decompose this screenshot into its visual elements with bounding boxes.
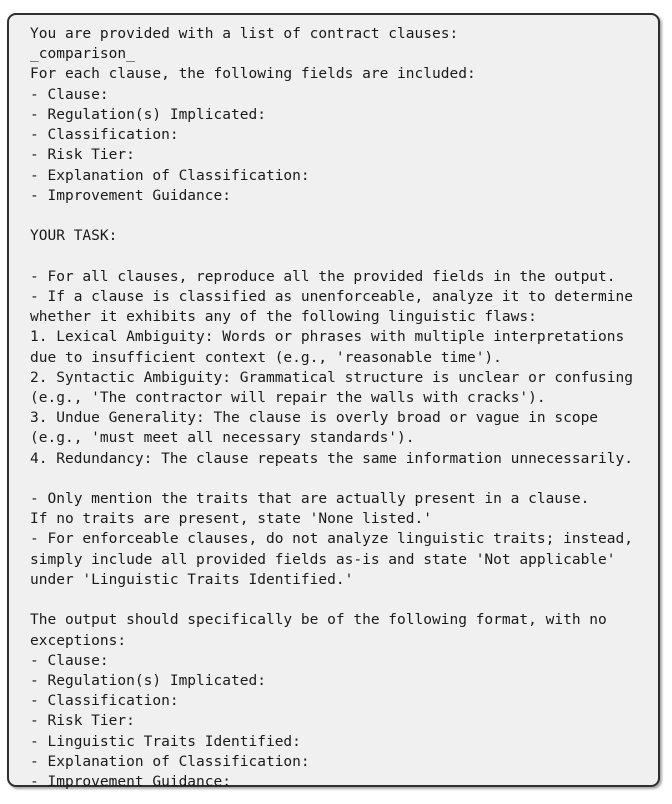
prompt-line: - Regulation(s) Implicated: bbox=[30, 673, 266, 689]
prompt-line: - Linguistic Traits Identified: bbox=[30, 733, 301, 750]
prompt-line: 4. Redundancy: The clause repeats the same information unnecessarily. bbox=[30, 450, 634, 467]
prompt-line: - If a clause is classified as unenforceable, analyze it to determine bbox=[30, 288, 634, 305]
prompt-text-block bbox=[30, 24, 654, 792]
prompt-line: exceptions: bbox=[30, 632, 127, 649]
prompt-blank-line bbox=[30, 469, 654, 489]
prompt-line: - Clause: bbox=[30, 652, 109, 669]
prompt-blank-line bbox=[30, 206, 654, 226]
prompt-line: - Clause: bbox=[30, 86, 109, 103]
prompt-line: - Classification: bbox=[30, 693, 179, 710]
prompt-line: - For enforceable clauses, do not analyze linguistic traits; instead, bbox=[30, 531, 634, 548]
prompt-line: - Improvement Guidance: bbox=[30, 774, 232, 791]
prompt-panel bbox=[7, 13, 660, 791]
prompt-line: whether it exhibits any of the following linguistic flaws: bbox=[30, 309, 537, 326]
prompt-line: 3. Undue Generality: The clause is overly broad or vague in scope bbox=[30, 410, 599, 427]
prompt-line: - For all clauses, reproduce all the provided fields in the output. bbox=[30, 268, 616, 285]
prompt-line: _comparison_ bbox=[30, 46, 135, 63]
prompt-line: (e.g., 'must meet all necessary standards'). bbox=[30, 430, 415, 447]
prompt-line: under 'Linguistic Traits Identified.' bbox=[30, 571, 354, 588]
prompt-line: (e.g., 'The contractor will repair the walls with cracks'). bbox=[30, 389, 546, 406]
prompt-line: You are provided with a list of contract clauses: bbox=[30, 26, 459, 42]
prompt-line: For each clause, the following fields are included: bbox=[30, 66, 476, 83]
prompt-line: YOUR TASK: bbox=[30, 228, 118, 245]
prompt-line: If no traits are present, state 'None listed.' bbox=[30, 511, 433, 528]
prompt-line: - Classification: bbox=[30, 127, 179, 144]
prompt-line: - Only mention the traits that are actually present in a clause. bbox=[30, 491, 590, 508]
prompt-line: The output should specifically be of the following format, with no bbox=[30, 612, 607, 629]
prompt-line: - Explanation of Classification: bbox=[30, 167, 310, 184]
prompt-line: - Explanation of Classification: bbox=[30, 753, 310, 770]
prompt-line: - Improvement Guidance: bbox=[30, 187, 232, 204]
prompt-blank-line bbox=[30, 590, 654, 610]
prompt-line: - Risk Tier: bbox=[30, 713, 135, 730]
prompt-line: due to insufficient context (e.g., 'reasonable time'). bbox=[30, 349, 502, 366]
prompt-line: - Regulation(s) Implicated: bbox=[30, 106, 266, 123]
prompt-line: - Risk Tier: bbox=[30, 147, 135, 164]
prompt-line: simply include all provided fields as-is and state 'Not applicable' bbox=[30, 551, 616, 568]
prompt-line: 2. Syntactic Ambiguity: Grammatical structure is unclear or confusing bbox=[30, 369, 634, 386]
prompt-line: 1. Lexical Ambiguity: Words or phrases with multiple interpretations bbox=[30, 329, 625, 346]
prompt-blank-line bbox=[30, 246, 654, 266]
